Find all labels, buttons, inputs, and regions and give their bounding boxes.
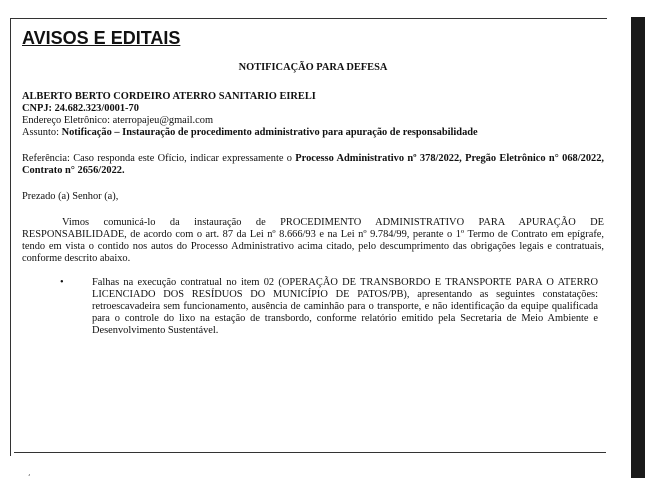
email-address: aterropajeu@gmail.com [112, 115, 214, 126]
footer-mark: ‘ [28, 473, 31, 482]
bullet-icon: • [60, 277, 64, 288]
email-line [22, 115, 604, 127]
greeting: Prezado (a) Senhor (a), [22, 191, 119, 202]
notice-heading: NOTIFICAÇÃO PARA DEFESA [238, 62, 388, 73]
company-name: ALBERTO BERTO CORDEIRO ATERRO SANITARIO EIRELI [22, 91, 316, 102]
bullet-text: Falhas na execução contratual no item 02 (OPERAÇÃO DE TRANSBORDO E TRANSPORTE PARA O ATERRO LICENCIADO DOS RESÍDUOS DO MUNICÍPIO DE PATOS/PB), apresentando as seguintes constatações: retroescavadeira sem funcionamento, ausência de caminhão para o transporte, e não identificação da equipe qualificada para o controle do lixo na estação de transbordo, conforme relatório emitido pela Secretaria de Meio Ambiente e Desenvolvimento Sustentável. [92, 277, 598, 336]
reference-intro: Referência: Caso responda este Ofício, indicar expressamente o [22, 153, 296, 164]
subject-label: Assunto: [22, 127, 62, 138]
company-cnpj: CNPJ: 24.682.323/0001-70 [22, 103, 139, 114]
body-paragraph: Vimos comunicá-lo da instauração de PROCEDIMENTO ADMINISTRATIVO PARA APURAÇÃO DE RESPONSABILIDADE, de acordo com o art. 87 da Lei nº 8.666/93 e na Lei nº 9.784/99, perante o 1º Termo de Contrato em epígrafe, tendo em vista o contido nos autos do Processo Administrativo acima citado, pelo descumprimento das obrigações legais e contratuais, conforme descrito abaixo. [22, 217, 604, 264]
subject-text: Notificação – Instauração de procedimento administrativo para apuração de responsabilidade [61, 127, 478, 138]
list-item [22, 277, 604, 337]
bottom-divider [14, 452, 606, 453]
reference-paragraph [22, 153, 604, 177]
email-label: Endereço Eletrônico: [22, 115, 113, 126]
page-edge-shadow [631, 17, 645, 478]
reference-process: Processo Administrativo nº 378/2022, Pregão Eletrônico n° 068/2022, Contrato n° 2656/2022. [22, 153, 605, 176]
notice-document [22, 28, 604, 337]
recipient-block [22, 91, 604, 139]
subject-line [22, 127, 604, 139]
section-title: AVISOS E EDITAIS [22, 28, 181, 48]
